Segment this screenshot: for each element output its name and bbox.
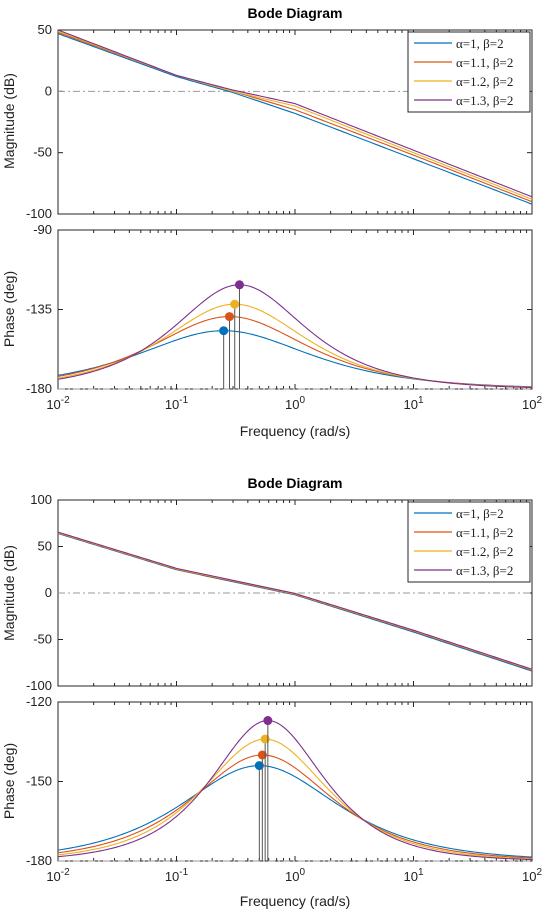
ytick-label: -90: [33, 222, 52, 237]
xtick-label: $10^2$: [521, 395, 543, 412]
legend: [408, 32, 530, 112]
legend: [408, 502, 530, 582]
ytick-label: -180: [25, 381, 52, 396]
magnitude-panel-2: [26, 492, 532, 693]
figure-2-phase-ylabel: Phase (deg): [1, 742, 17, 820]
phase-panel-2: [26, 694, 542, 884]
xtick-label: $10^2$: [521, 867, 543, 884]
xtick-label: $10^{-2}$: [46, 395, 70, 412]
figure-1-phase-ylabel: Phase (deg): [1, 270, 17, 348]
ytick-label: 50: [37, 538, 52, 554]
ytick-label: -150: [25, 773, 52, 789]
legend-label: α=1, β=2: [456, 506, 504, 521]
legend-label: α=1.2, β=2: [456, 74, 514, 89]
axes-box-4: [58, 702, 532, 861]
legend-label: α=1.1, β=2: [456, 525, 514, 540]
legend-label: α=1.3, β=2: [456, 563, 514, 578]
ytick-label: -100: [25, 206, 52, 221]
figure-1-title: Bode Diagram: [247, 5, 343, 21]
xtick-label: $10^{-1}$: [164, 395, 189, 412]
ytick-label: 0: [44, 585, 52, 600]
xtick-label: $10^{-2}$: [46, 867, 70, 884]
legend-label: α=1.1, β=2: [456, 55, 514, 70]
legend-label: α=1, β=2: [456, 36, 504, 51]
figure-1-xlabel: Frequency (rad/s): [239, 423, 351, 439]
ytick-label: 50: [37, 22, 52, 37]
xtick-label: $10^0$: [284, 867, 306, 884]
figure-2-title: Bode Diagram: [247, 475, 343, 491]
ytick-label: 0: [44, 83, 52, 99]
xtick-label: $10^{-1}$: [164, 867, 189, 884]
phase-panel-1: [26, 222, 542, 412]
ytick-label: 100: [30, 492, 52, 507]
ytick-label: -50: [33, 144, 52, 160]
figure-2-mag-ylabel: Magnitude (dB): [1, 545, 17, 641]
ytick-label: -100: [25, 678, 52, 693]
figure-2-xlabel: Frequency (rad/s): [239, 893, 351, 909]
ytick-label: -180: [25, 853, 52, 868]
xtick-label: $10^1$: [403, 395, 424, 412]
figure-1-mag-ylabel: Magnitude (dB): [1, 73, 17, 169]
legend-label: α=1.2, β=2: [456, 544, 514, 559]
ytick-label: -50: [33, 631, 52, 647]
xtick-label: $10^1$: [403, 867, 424, 884]
ytick-label: -120: [25, 694, 52, 709]
axes-box-2: [58, 230, 532, 389]
magnitude-panel-1: [26, 22, 532, 221]
legend-label: α=1.3, β=2: [456, 93, 514, 108]
ytick-label: -135: [25, 301, 52, 317]
xtick-label: $10^0$: [284, 395, 306, 412]
